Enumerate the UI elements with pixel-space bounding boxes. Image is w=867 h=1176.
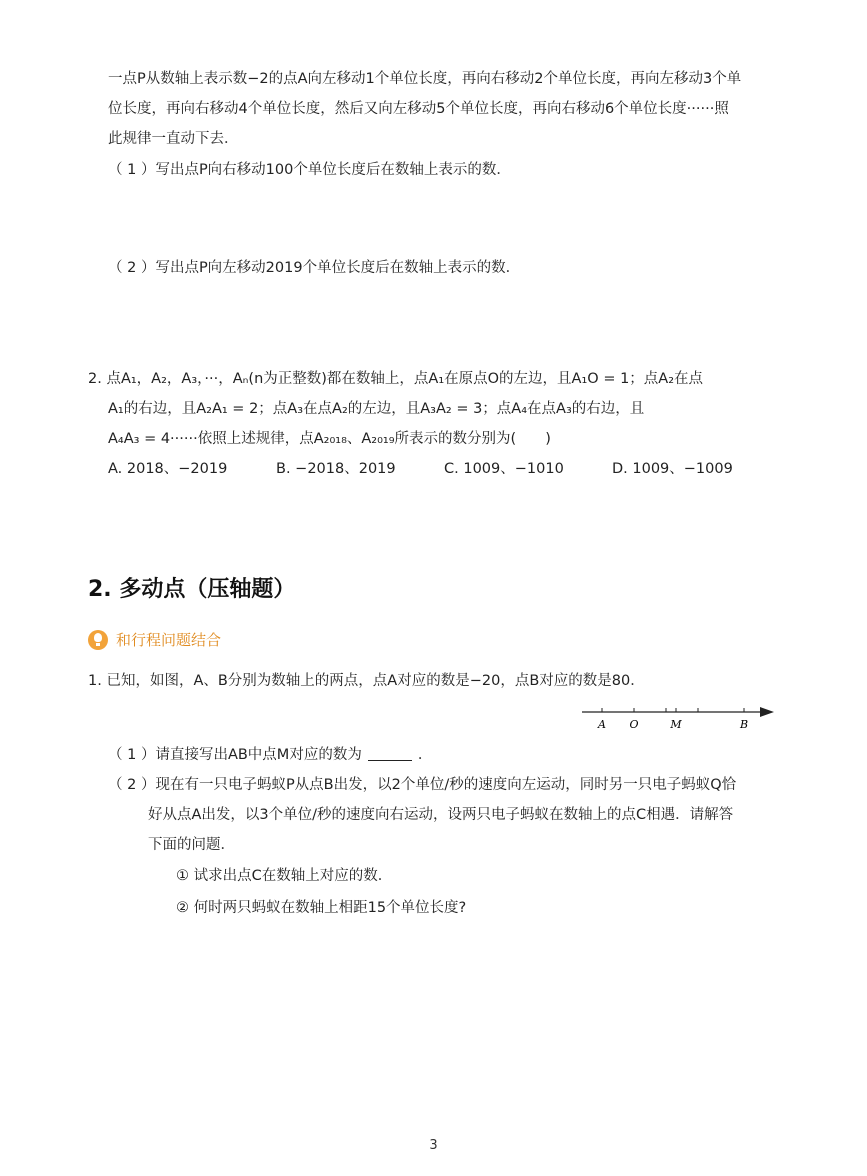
option-c: C. 1009、−1010 (444, 461, 564, 477)
page-number: 3 (429, 1138, 438, 1153)
section-title: 2. 多动点（压轴题） (88, 577, 296, 602)
part-1-prompt: （ 1 ）请直接写出AB中点M对应的数为 (108, 747, 362, 763)
number-line-figure (580, 702, 776, 732)
number-line-arrow (760, 707, 774, 717)
option-d: D. 1009、−1009 (612, 461, 733, 477)
problem-1-part-2 (108, 770, 788, 860)
label-b: B (739, 718, 749, 731)
sub-question-2: ② 何时两只蚂蚁在数轴上相距15个单位长度? (176, 900, 467, 916)
question-1-part-2: （ 2 ）写出点P向左移动2019个单位长度后在数轴上表示的数． (108, 260, 521, 276)
question-2-line-2: A₁的右边，且A₂A₁ = 2；点A₃在点A₂的左边，且A₃A₂ = 3；点A₄在点A₃的右边，且 (108, 401, 645, 417)
intro-line-2: 位长度，再向右移动4个单位长度，然后又向左移动5个单位长度，再向右移动6个单位长度······照 (108, 101, 729, 117)
sub-question-1: ① 试求出点C在数轴上对应的数． (176, 868, 393, 884)
part-1-end: ． (417, 747, 433, 763)
label-m: M (670, 718, 682, 731)
tip-text: 和行程问题结合 (116, 631, 222, 649)
part-2-line-2: 好从点A出发，以3个单位/秒的速度向右运动，设两只电子蚂蚁在数轴上的点C相遇．请解答 (148, 807, 734, 823)
part-2-line-1: （ 2 ）现在有一只电子蚂蚁P从点B出发，以2个单位/秒的速度向左运动，同时另一只电子蚂蚁Q恰 (108, 777, 737, 793)
option-b: B. −2018、2019 (276, 461, 396, 477)
question-2 (88, 364, 788, 454)
problem-1-part-1 (108, 740, 788, 770)
label-a: A (598, 718, 606, 731)
intro-paragraph (108, 64, 788, 154)
option-a: A. 2018、−2019 (108, 461, 228, 477)
intro-line-1: 一点P从数轴上表示数−2的点A向左移动1个单位长度，再向右移动2个单位长度，再向左移动3个单 (108, 71, 742, 87)
question-2-line-1: 2. 点A₁，A₂，A₃，···，Aₙ(n为正整数)都在数轴上，点A₁在原点O的左边，且A₁O = 1；点A₂在点 (88, 371, 704, 387)
tip-heading (88, 629, 221, 650)
label-o: O (629, 718, 639, 731)
answer-blank (368, 746, 412, 761)
lightbulb-icon (88, 630, 108, 650)
problem-1-stem: 1. 已知，如图，A、B分别为数轴上的两点，点A对应的数是−20，点B对应的数是80． (88, 673, 645, 689)
question-1-part-1: （ 1 ）写出点P向右移动100个单位长度后在数轴上表示的数． (108, 162, 511, 178)
part-2-line-3: 下面的问题． (148, 837, 235, 853)
question-2-line-3: A₄A₃ = 4······依照上述规律，点A₂₀₁₈、A₂₀₁₉所表示的数分别为( ) (108, 431, 551, 447)
intro-line-3: 此规律一直动下去． (108, 131, 239, 147)
